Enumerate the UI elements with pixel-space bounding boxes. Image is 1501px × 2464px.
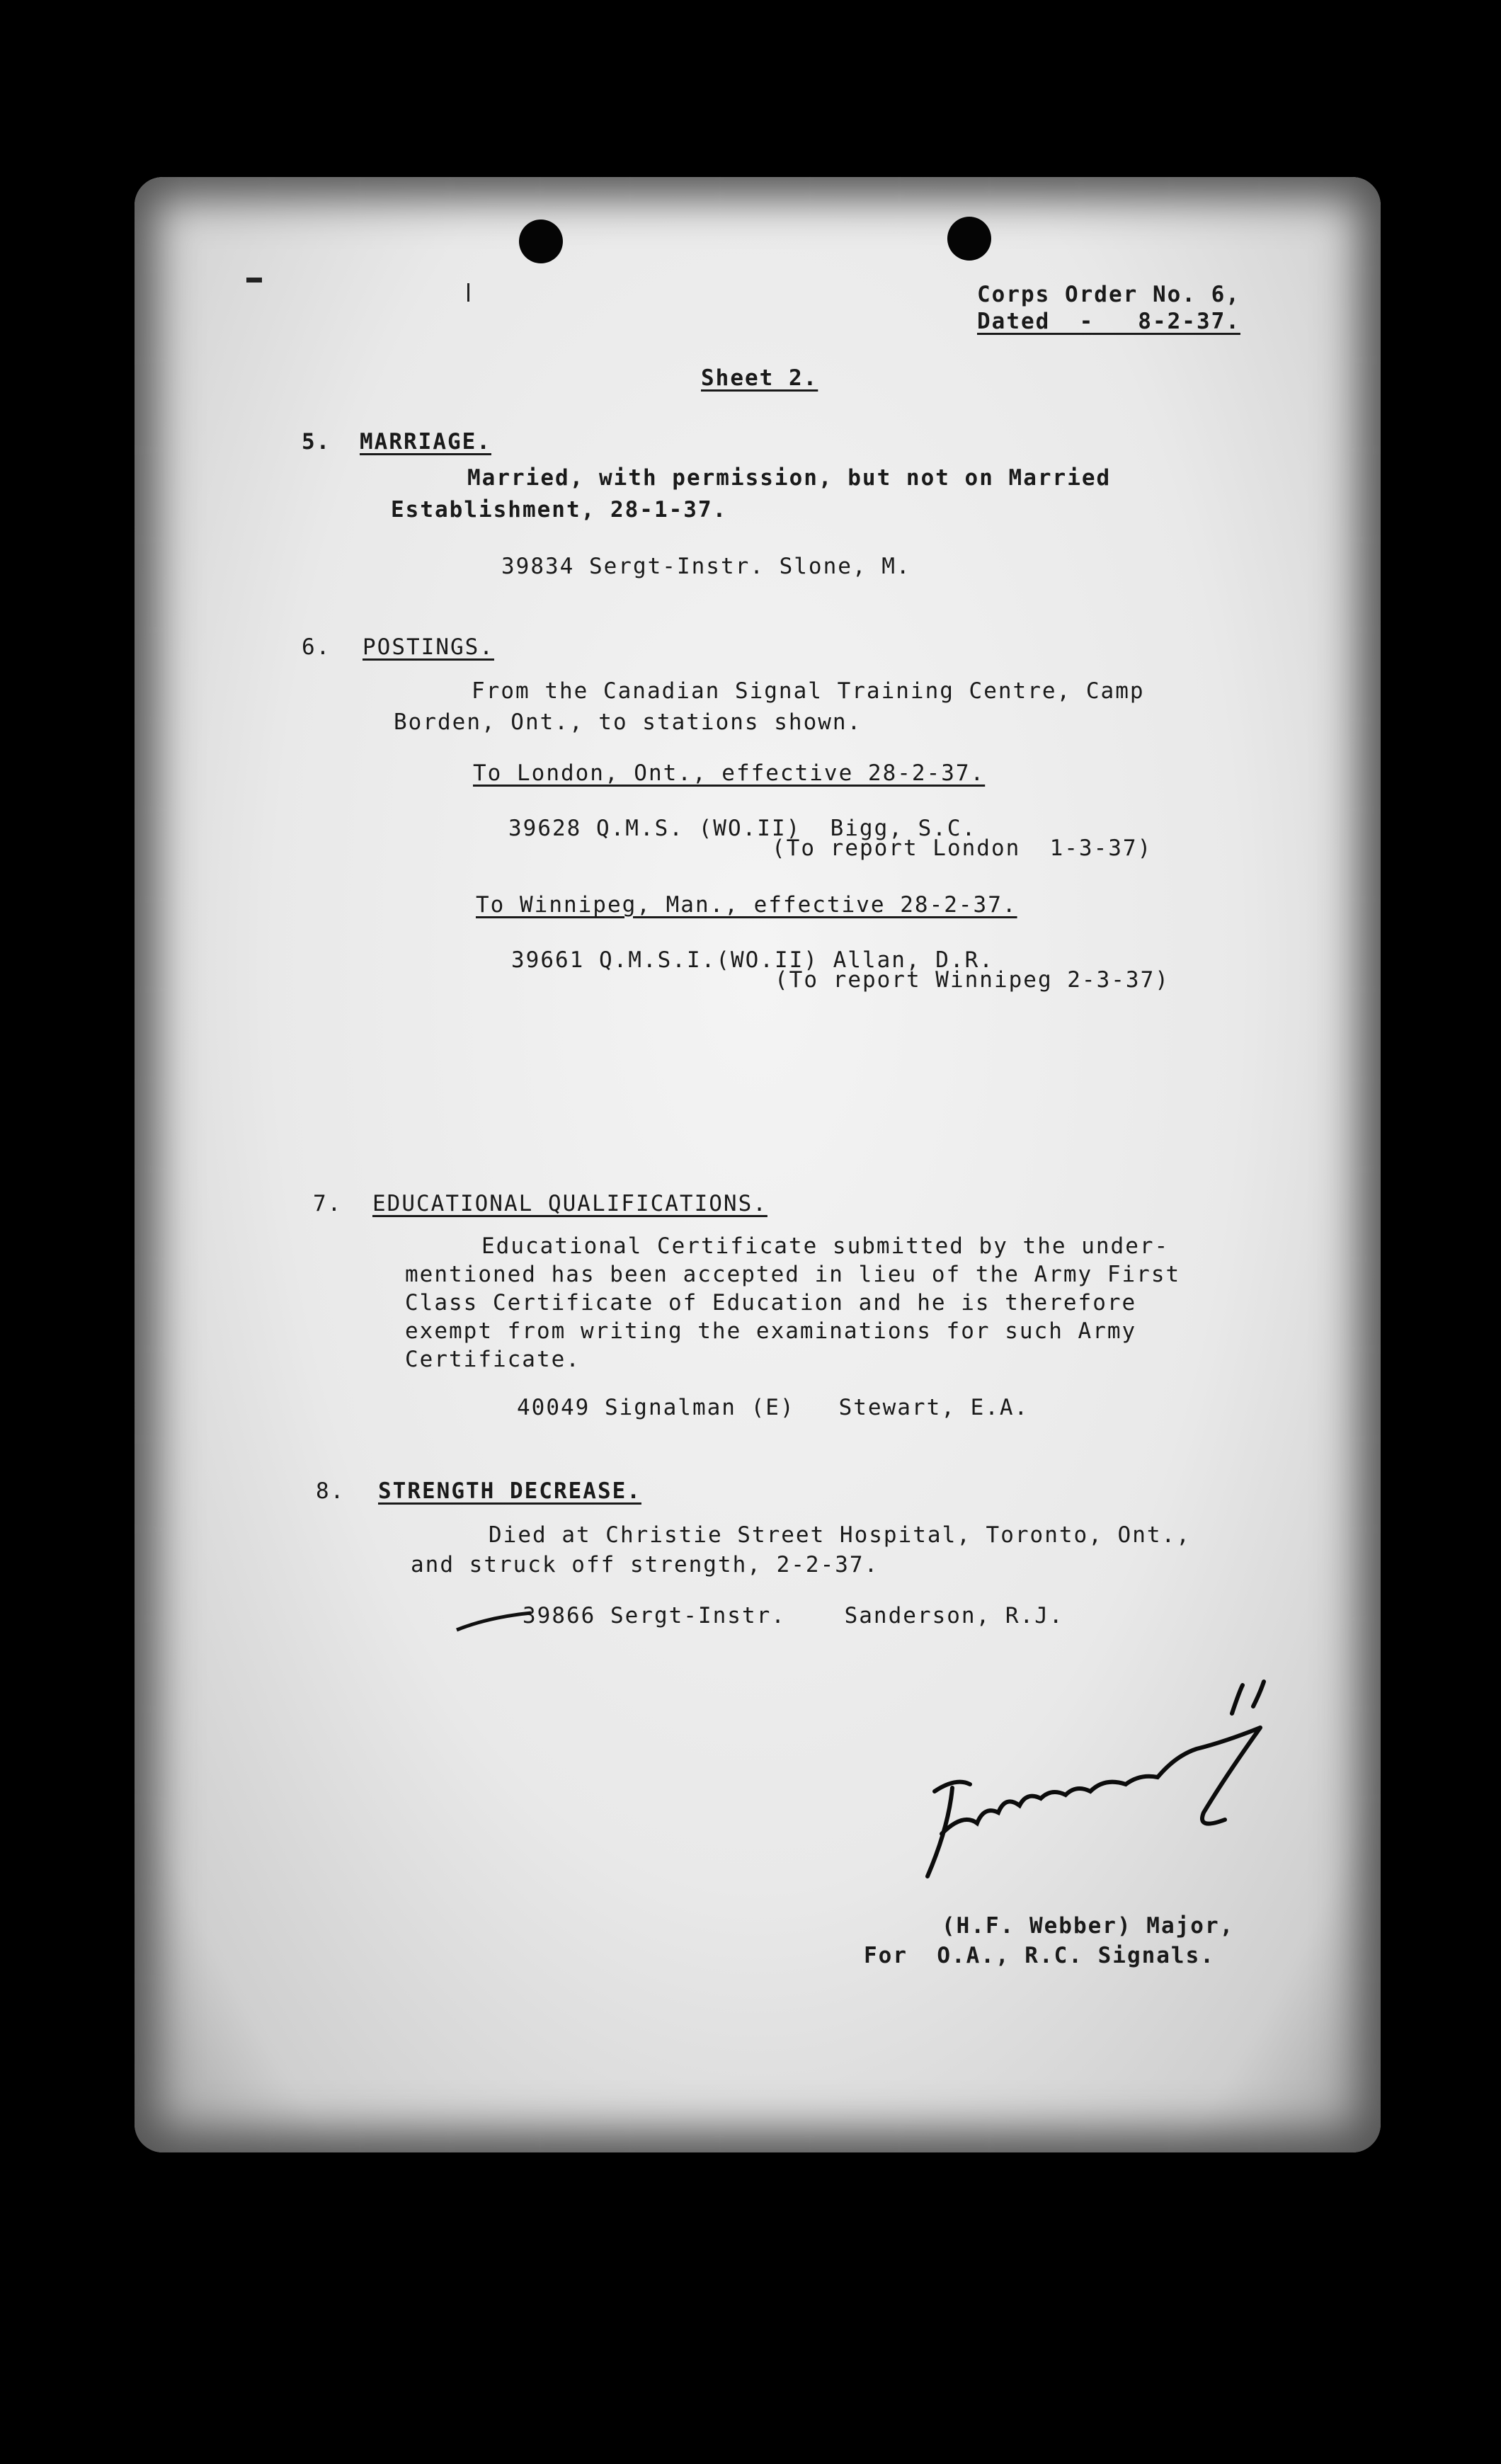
section-body-line: exempt from writing the examinations for such Army xyxy=(405,1318,1137,1344)
tick-mark xyxy=(453,1607,538,1636)
section-body-line: mentioned has been accepted in lieu of the Army First xyxy=(405,1262,1181,1287)
punch-hole-right xyxy=(947,217,991,261)
personnel-entry: 39834 Sergt-Instr. Slone, M. xyxy=(501,554,911,579)
section-body-line: Educational Certificate submitted by the under- xyxy=(481,1233,1170,1259)
section-body-line: Died at Christie Street Hospital, Toronto, Ont., xyxy=(489,1522,1191,1548)
posting-note: (To report London 1-3-37) xyxy=(772,835,1153,861)
posting-heading-london: To London, Ont., effective 28-2-37. xyxy=(473,760,986,786)
posting-heading-winnipeg: To Winnipeg, Man., effective 28-2-37. xyxy=(476,892,1017,918)
section-number: 8. xyxy=(316,1478,346,1504)
section-body-line: Class Certificate of Education and he is therefore xyxy=(405,1290,1137,1316)
section-body-line: From the Canadian Signal Training Centre, Camp xyxy=(472,678,1145,704)
section-title-strength-decrease: STRENGTH DECREASE. xyxy=(378,1478,641,1504)
section-body-line: Establishment, 28-1-37. xyxy=(391,497,728,523)
section-title-marriage: MARRIAGE. xyxy=(360,429,491,455)
section-title-educational-qualifications: EDUCATIONAL QUALIFICATIONS. xyxy=(372,1191,767,1216)
section-body-line: and struck off strength, 2-2-37. xyxy=(411,1552,879,1578)
handwritten-signature xyxy=(892,1671,1289,1898)
posting-note: (To report Winnipeg 2-3-37) xyxy=(775,967,1170,993)
section-body-line: Married, with permission, but not on Married xyxy=(467,465,1112,491)
section-body-line: Certificate. xyxy=(405,1347,581,1372)
corps-order-line: Corps Order No. 6, xyxy=(977,282,1240,307)
section-number: 7. xyxy=(313,1191,343,1216)
personnel-entry: 39628 Q.M.S. (WO.II) Bigg, S.C. xyxy=(508,816,977,841)
personnel-entry: 39866 Sergt-Instr. Sanderson, R.J. xyxy=(523,1603,1064,1629)
dated-line: Dated - 8-2-37. xyxy=(977,309,1240,334)
page-mark xyxy=(246,278,262,283)
signatory-for-line: For O.A., R.C. Signals. xyxy=(864,1943,1215,1968)
section-title-postings: POSTINGS. xyxy=(363,634,494,660)
punch-hole-left xyxy=(519,219,563,263)
personnel-entry: 40049 Signalman (E) Stewart, E.A. xyxy=(517,1395,1029,1420)
section-body-line: Borden, Ont., to stations shown. xyxy=(394,709,862,735)
signatory-name: (H.F. Webber) Major, xyxy=(942,1913,1235,1939)
section-number: 5. xyxy=(302,429,331,455)
section-number: 6. xyxy=(302,634,331,660)
page-mark xyxy=(467,283,469,302)
sheet-number: Sheet 2. xyxy=(701,365,818,391)
personnel-entry: 39661 Q.M.S.I.(WO.II) Allan, D.R. xyxy=(511,947,994,973)
